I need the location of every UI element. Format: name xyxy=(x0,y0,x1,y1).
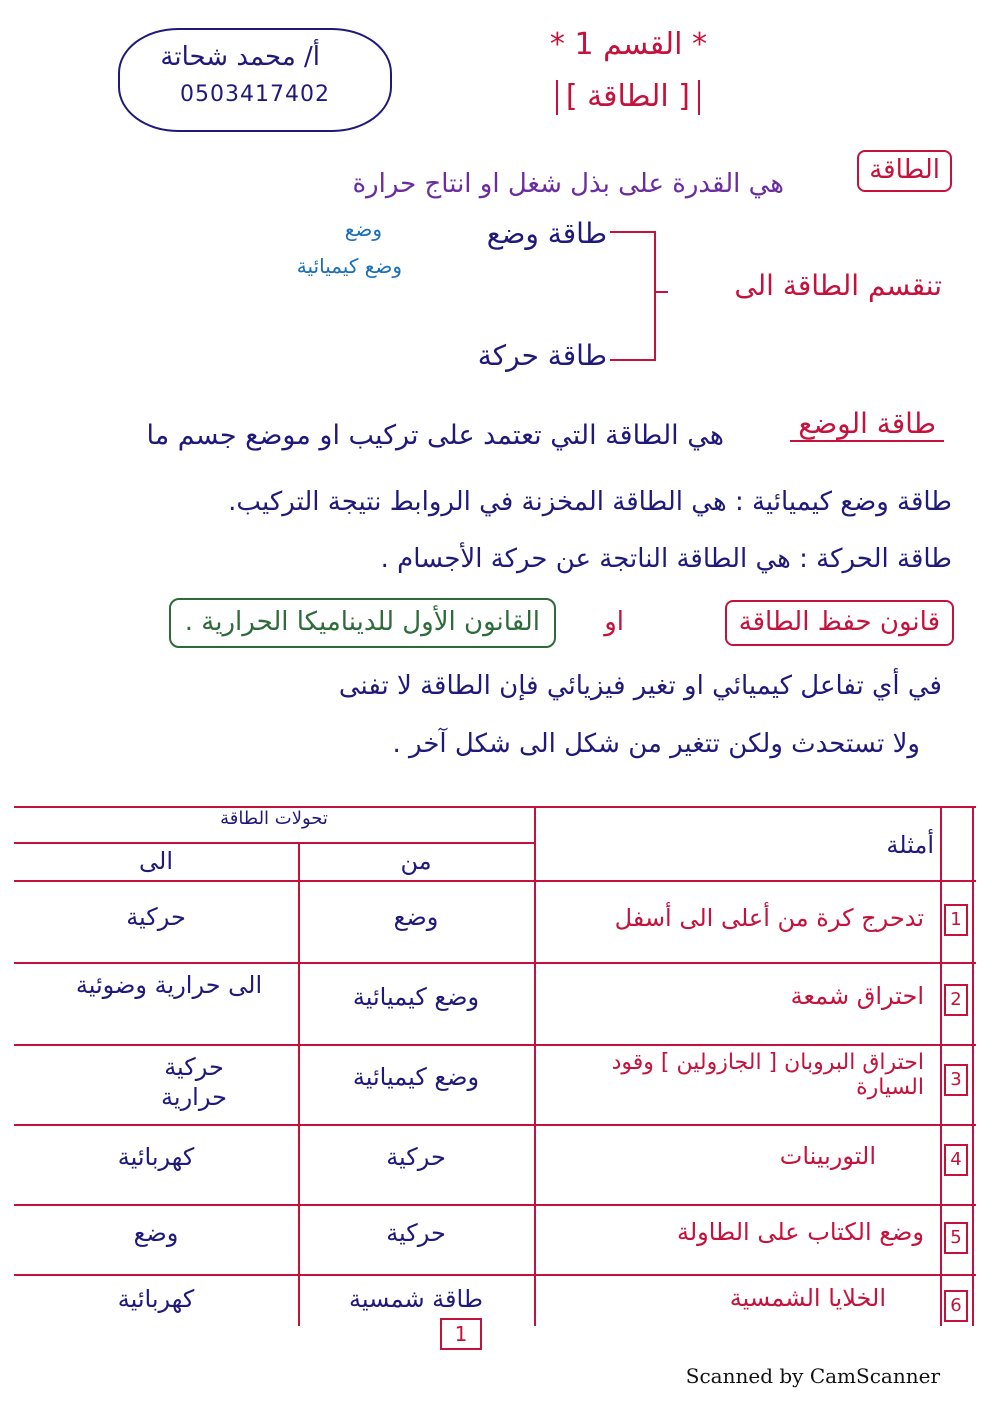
examples-header: أمثلة xyxy=(886,831,934,859)
row-from: وضع كيميائية xyxy=(352,1063,480,1091)
to-header: الى xyxy=(139,847,173,875)
author-name: أ/ محمد شحاتة xyxy=(160,42,320,72)
divides-bracket xyxy=(600,220,670,370)
row-example: احتراق البروبان [ الجازولين ] وقود السيارة xyxy=(611,1050,924,1100)
row-from: وضع كيميائية xyxy=(352,983,480,1011)
potential-energy: طاقة وضع xyxy=(486,217,607,250)
row-number: 4 xyxy=(944,1144,968,1176)
author-phone: 0503417402 xyxy=(180,82,330,107)
potential-energy-label: طاقة الوضع xyxy=(790,408,944,442)
row-number: 3 xyxy=(944,1064,968,1096)
potential-sub-2: وضع كيميائية xyxy=(296,254,402,278)
row-from: وضع xyxy=(393,903,439,931)
row-example: تدحرج كرة من أعلى الى أسفل xyxy=(614,904,924,932)
row-number: 1 xyxy=(944,904,968,936)
row-number: 2 xyxy=(944,984,968,1016)
section-title: * القسم 1 * xyxy=(549,27,707,62)
row-to: حركية حرارية xyxy=(161,1053,227,1111)
scanner-footer: Scanned by CamScanner xyxy=(685,1364,940,1388)
energy-definition: هي القدرة على بذل شغل او انتاج حرارة xyxy=(352,169,784,199)
kinetic-energy: طاقة حركة xyxy=(477,339,607,372)
row-to: وضع xyxy=(133,1219,179,1247)
potential-energy-definition: هي الطاقة التي تعتمد على تركيب او موضع جسم ما xyxy=(146,420,724,451)
author-cloud xyxy=(118,28,392,132)
row-from: حركية xyxy=(386,1219,446,1247)
or-word: او xyxy=(604,607,624,637)
thermodynamics-law: القانون الأول للديناميكا الحرارية . xyxy=(169,598,556,648)
row-example: الخلايا الشمسية xyxy=(729,1284,886,1312)
row-example: وضع الكتاب على الطاولة xyxy=(676,1218,924,1246)
row-number: 5 xyxy=(944,1222,968,1254)
row-to: الى حرارية وضوئية xyxy=(75,971,263,999)
divides-label: تنقسم الطاقة الى xyxy=(734,269,942,302)
row-number: 6 xyxy=(944,1290,968,1322)
transform-header: تحولات الطاقة xyxy=(220,808,328,829)
chemical-energy-definition: طاقة وضع كيميائية : هي الطاقة المخزنة في الروابط نتيجة التركيب. xyxy=(228,487,952,517)
potential-sub-1: وضع xyxy=(344,217,382,241)
conservation-law: قانون حفظ الطاقة xyxy=(725,600,954,646)
from-header: من xyxy=(400,847,432,875)
row-from: طاقة شمسية xyxy=(349,1285,483,1313)
energy-transformations-table xyxy=(14,806,976,1326)
energy-label: الطاقة xyxy=(857,150,952,192)
page-number: 1 xyxy=(440,1318,482,1350)
row-example: التوربينات xyxy=(779,1142,876,1170)
row-to: حركية xyxy=(126,903,186,931)
kinetic-energy-definition: طاقة الحركة : هي الطاقة الناتجة عن حركة الأجسام . xyxy=(380,544,952,574)
row-example: احتراق شمعة xyxy=(790,982,924,1010)
topic-title: [ الطاقة ] xyxy=(556,80,700,115)
row-to: كهربائية xyxy=(117,1285,195,1313)
note-line-1: في أي تفاعل كيميائي او تغير فيزيائي فإن الطاقة لا تفنى xyxy=(338,671,942,701)
row-from: حركية xyxy=(386,1143,446,1171)
row-to: كهربائية xyxy=(117,1143,195,1171)
note-line-2: ولا تستحدث ولكن تتغير من شكل الى شكل آخر . xyxy=(392,729,920,759)
